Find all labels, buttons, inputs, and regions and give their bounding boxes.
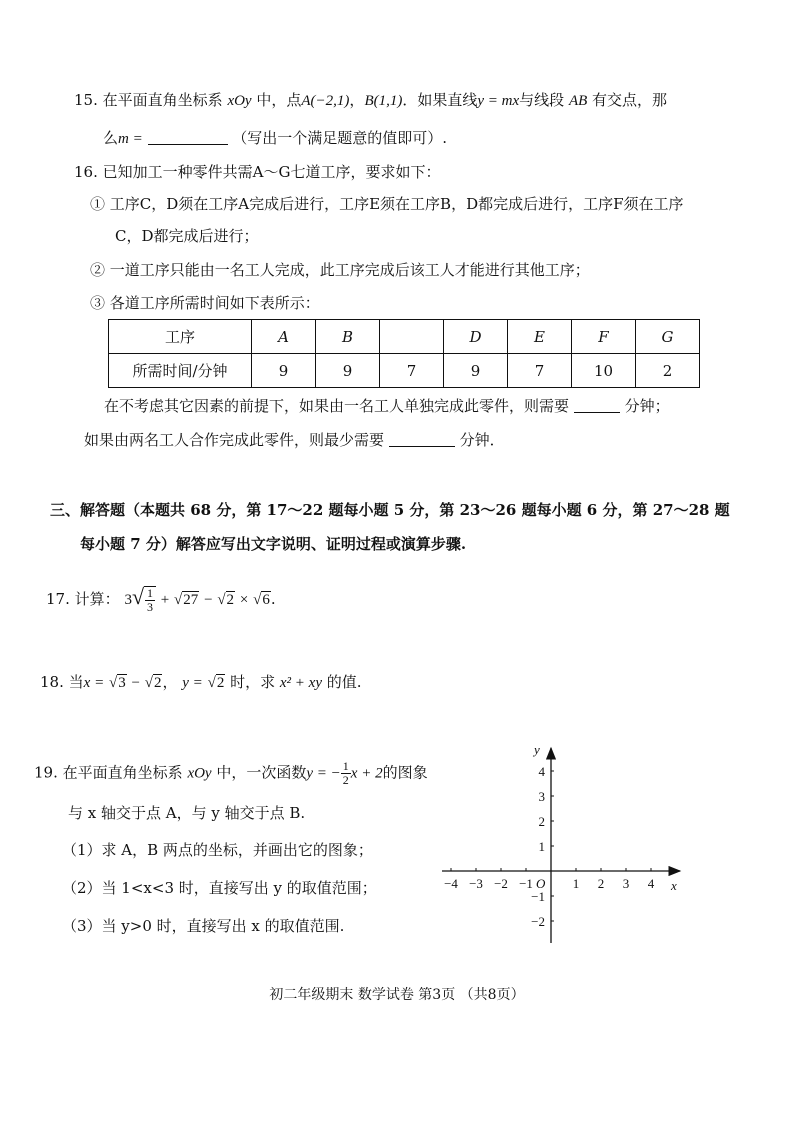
q19-part1: （1）求 A，B 两点的坐标，并画出它的图象； (62, 841, 373, 859)
q17-math: × (239, 592, 249, 608)
table-row (109, 354, 700, 388)
q17-math: 27 (183, 592, 199, 608)
q15-text: 在平面直角坐标系 (102, 91, 223, 109)
q17-number: 17. (46, 590, 70, 608)
table-cell: G (636, 320, 700, 354)
q19-number: 19. (34, 763, 58, 782)
coordinate-axes (430, 738, 690, 948)
q16-number: 16. (74, 163, 98, 181)
table-cell (380, 320, 444, 354)
q18-math: 2 (216, 675, 225, 691)
q18-math: x² + xy (279, 675, 322, 691)
q15-point-b: B(1,1) (364, 93, 403, 109)
q15-point-a: A(−2,1) (301, 93, 350, 109)
q17-math: + (160, 592, 170, 608)
x-tick-label: −2 (494, 876, 508, 891)
q19-math: x + 2 (350, 765, 383, 782)
x-tick-label: −3 (469, 876, 483, 891)
q16-text: 分钟； (624, 397, 670, 415)
q19-math: 2 (342, 773, 349, 787)
radical-sign: √ (217, 592, 226, 608)
table-cell: E (508, 320, 572, 354)
q18-text: 当 (68, 673, 84, 691)
q15-line2 (103, 128, 447, 149)
q19-line1 (34, 760, 428, 787)
q19-math: 1 (342, 759, 349, 773)
q15-line-eq: y = mx (477, 93, 520, 109)
q15-number: 15. (74, 91, 98, 109)
q17-math: 1 (147, 586, 154, 600)
q15-system: xOy (227, 93, 252, 109)
q16-text: 已知加工一种零件共需A～G七道工序，要求如下： (102, 163, 441, 181)
x-axis-label: x (671, 878, 677, 893)
q19-part3: （3）当 y>0 时，直接写出 x 的取值范围. (62, 917, 345, 935)
table-cell: 所需时间/分钟 (109, 354, 252, 388)
q17-math: − (204, 592, 213, 608)
x-tick-label: 2 (597, 876, 605, 891)
q15-segment: AB (568, 93, 588, 109)
answer-blank[interactable] (389, 432, 455, 447)
q17-math: 2 (226, 592, 235, 608)
radical-sign: √ (131, 584, 145, 609)
section3-heading-line1: 三、解答题（本题共 68 分，第 17～22 题每小题 5 分，第 23～26 题每小题 6 分，第 27～28 题 (50, 501, 730, 519)
q18-math: − (131, 675, 140, 691)
radical-sign: √ (253, 592, 262, 608)
q19-text: 在平面直角坐标系 (62, 763, 183, 782)
q16-question-line1 (104, 396, 670, 416)
q15-text: 与线段 (519, 91, 565, 109)
q17-fraction (144, 586, 156, 614)
table-cell: 9 (316, 354, 380, 388)
radical-sign: √ (108, 675, 118, 691)
y-tick-label: 1 (538, 839, 545, 854)
q19-fraction (341, 760, 351, 787)
q16-text: 在不考虑其它因素的前提下，如果由一名工人单独完成此零件，则需要 (104, 397, 570, 415)
table-cell: B (316, 320, 380, 354)
y-tick-label: −1 (531, 889, 545, 904)
q15-text: 有交点，那 (592, 91, 668, 109)
y-tick-label: 2 (538, 814, 545, 829)
q19-math: y = − (306, 765, 341, 782)
q18-math: y = (182, 675, 203, 691)
q16-cond1-line1: ① 工序C，D须在工序A完成后进行，工序E须在工序B，D都完成后进行，工序F须在工序 (90, 195, 684, 213)
q17-text: 计算： (74, 590, 120, 608)
q17-math: 3 (124, 592, 132, 608)
y-tick-label: −2 (531, 914, 545, 929)
process-table (108, 319, 700, 388)
q17-math: 3 (147, 600, 154, 614)
q15-text: （写出一个满足题意的值即可）. (232, 129, 448, 147)
q18-math: 3 (118, 675, 126, 691)
page-footer: 初二年级期末 数学试卷 第3页 （共8页） (269, 987, 525, 1003)
x-tick-label: −4 (444, 876, 458, 891)
q19-line2: 与 x 轴交于点 A，与 y 轴交于点 B. (68, 804, 306, 822)
radical-sign: √ (174, 592, 183, 608)
q17-math: . (270, 590, 276, 608)
q15-m: m = (118, 131, 143, 147)
table-cell: 9 (252, 354, 316, 388)
q18-math: x = (83, 675, 105, 691)
y-tick-label: 3 (538, 789, 545, 804)
origin-label: O (536, 876, 546, 891)
q16-cond1-line2: C，D都完成后进行； (115, 227, 259, 245)
section3-heading-line2: 每小题 7 分）解答应写出文字说明、证明过程或演算步骤. (80, 535, 467, 553)
answer-blank[interactable] (148, 130, 228, 145)
x-tick-label: −1 (519, 876, 533, 891)
q18-math: 2 (153, 675, 162, 691)
table-cell: 工序 (109, 320, 252, 354)
q18-text: ， (162, 673, 178, 691)
table-cell: 10 (572, 354, 636, 388)
table-cell: D (444, 320, 508, 354)
table-cell: F (572, 320, 636, 354)
table-cell: 7 (380, 354, 444, 388)
q16-intro (74, 162, 440, 182)
q15-text: 中，点 (256, 91, 302, 109)
x-tick-label: 3 (622, 876, 630, 891)
q16-question-line2 (84, 430, 505, 450)
q19-text: 中，一次函数 (216, 763, 307, 782)
x-tick-label: 4 (647, 876, 655, 891)
q19-part2: （2）当 1<x<3 时，直接写出 y 的取值范围； (62, 879, 377, 897)
q17-math: 6 (262, 592, 270, 608)
q18-number: 18. (40, 673, 64, 691)
q18-text: 的值. (326, 673, 362, 691)
table-cell: 2 (636, 354, 700, 388)
table-cell: 9 (444, 354, 508, 388)
q15-line1 (74, 90, 667, 111)
q15-text: 么 (103, 129, 119, 147)
q16-text: 分钟． (459, 431, 505, 449)
table-cell: 7 (508, 354, 572, 388)
radical-sign: √ (144, 675, 153, 691)
answer-blank[interactable] (574, 398, 620, 413)
q18-line (40, 672, 362, 693)
radical-sign: √ (207, 675, 216, 691)
table-cell: A (252, 320, 316, 354)
table-row (109, 320, 700, 354)
q19-text: 的图象 (382, 763, 428, 782)
y-axis-label: y (534, 742, 540, 757)
q15-text: ， (349, 91, 365, 109)
q17-line (46, 586, 276, 614)
q16-text: 如果由两名工人合作完成此零件，则最少需要 (84, 431, 385, 449)
q16-cond2: ② 一道工序只能由一名工人完成，此工序完成后该工人才能进行其他工序； (90, 261, 590, 279)
q18-text: 时，求 (230, 673, 276, 691)
q16-cond3: ③ 各道工序所需时间如下表所示： (90, 294, 320, 312)
q15-text: ．如果直线 (402, 91, 478, 109)
x-tick-label: 1 (572, 876, 580, 891)
q19-math: xOy (187, 765, 212, 782)
y-tick-label: 4 (538, 764, 545, 779)
